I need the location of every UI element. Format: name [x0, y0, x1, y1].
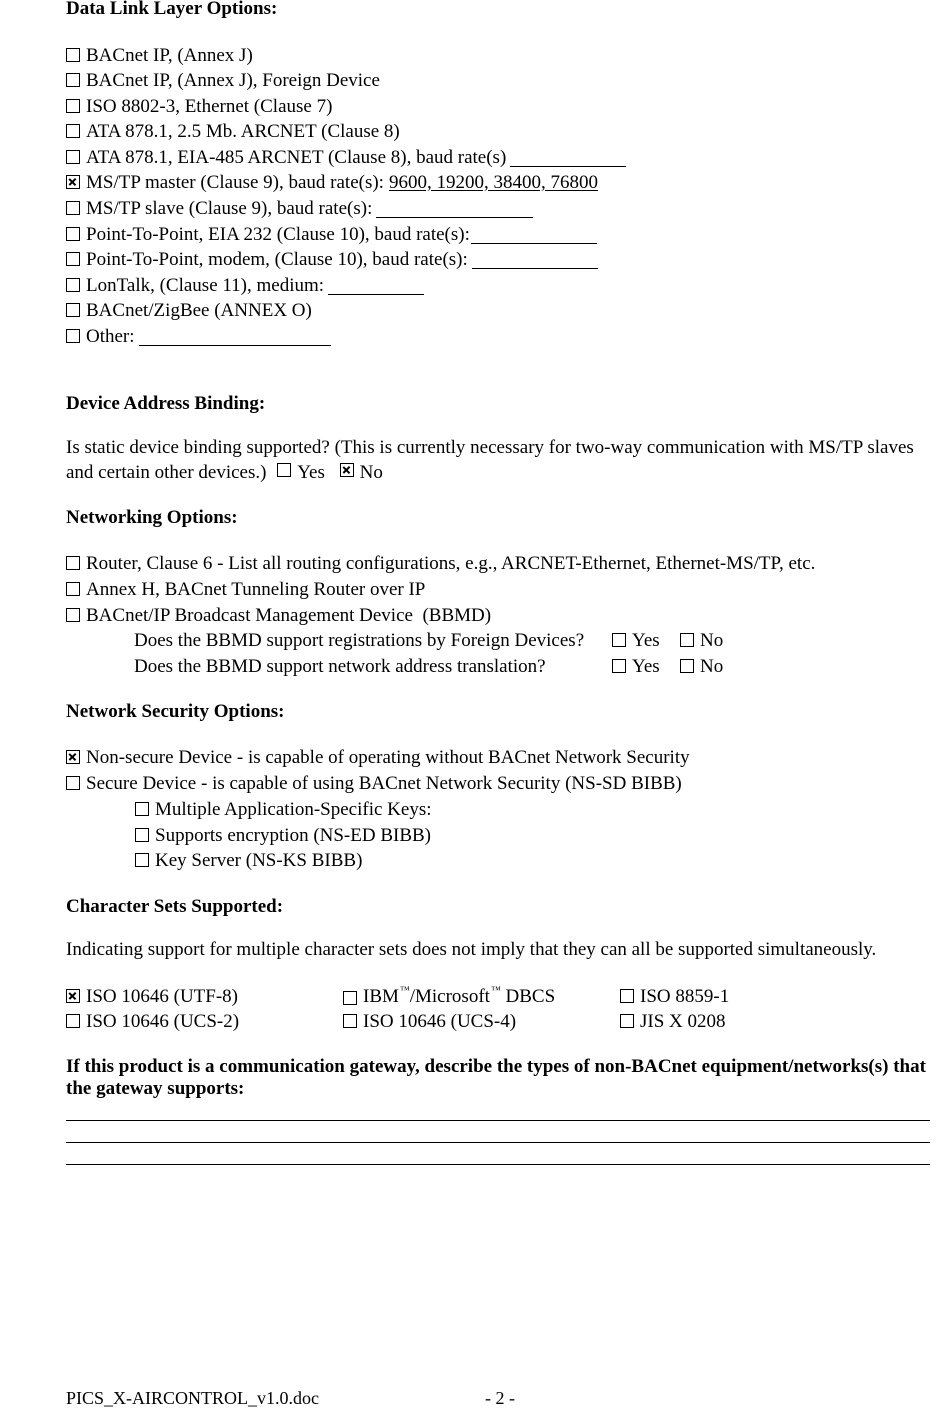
- option-label: Annex H, BACnet Tunneling Router over IP: [86, 579, 426, 600]
- checkbox-arcnet-485[interactable]: [66, 150, 80, 164]
- checkbox-mstp-master[interactable]: [66, 175, 80, 189]
- baud-rate-field[interactable]: [471, 226, 597, 244]
- baud-rate-field[interactable]: [510, 149, 626, 167]
- charset-ucs4: [343, 1011, 516, 1033]
- option-multiple-keys: [135, 799, 432, 821]
- option-label: MS/TP slave (Clause 9), baud rate(s):: [86, 198, 373, 219]
- option-annex-h: [66, 579, 425, 601]
- option-label: Router, Clause 6 - List all routing configurations, e.g., ARCNET-Ethernet, Ethernet-MS/TP, etc.: [86, 553, 816, 574]
- option-ptp-eia232: [66, 224, 597, 246]
- option-bbmd: [66, 605, 491, 627]
- footer-filename: PICS_X-AIRCONTROL_v1.0.doc: [66, 1388, 320, 1408]
- charset-label: ISO 10646 (UCS-2): [86, 1011, 240, 1032]
- no-label: No: [700, 656, 724, 677]
- checkbox-8859[interactable]: [620, 989, 634, 1003]
- option-mstp-slave: [66, 198, 533, 220]
- data-link-heading: Data Link Layer Options:: [66, 0, 278, 19]
- bbmd-nat-no: [680, 656, 723, 678]
- charset-label: IBM™/Microsoft™ DBCS: [363, 985, 556, 1007]
- checkbox-lontalk[interactable]: [66, 278, 80, 292]
- checkbox-ptp-eia232[interactable]: [66, 227, 80, 241]
- option-bacnet-ip: [66, 45, 253, 67]
- bbmd-question-foreign: Does the BBMD support registrations by Foreign Devices?: [134, 630, 585, 651]
- device-binding-heading: Device Address Binding:: [66, 393, 266, 414]
- option-label: Other:: [86, 326, 135, 347]
- option-label: LonTalk, (Clause 11), medium:: [86, 275, 325, 296]
- checkbox-utf8[interactable]: [66, 989, 80, 1003]
- option-arcnet: [66, 121, 400, 143]
- checkbox-bacnet-ip-foreign[interactable]: [66, 73, 80, 87]
- charset-label: ISO 10646 (UTF-8): [86, 986, 238, 1007]
- checkbox-other[interactable]: [66, 329, 80, 343]
- bbmd-nat-yes: [612, 656, 660, 678]
- option-mstp-master: [66, 172, 598, 194]
- checkbox-foreign-no[interactable]: [680, 633, 694, 647]
- gateway-answer-line-2[interactable]: [66, 1142, 930, 1143]
- yes-label: Yes: [632, 630, 660, 651]
- checkbox-multiple-keys[interactable]: [135, 802, 149, 816]
- checkbox-annex-h[interactable]: [66, 582, 80, 596]
- networking-heading: Networking Options:: [66, 507, 238, 528]
- option-label: Secure Device - is capable of using BACnet Network Security (NS-SD BIBB): [86, 773, 682, 794]
- option-label: Key Server (NS-KS BIBB): [155, 850, 363, 871]
- device-binding-text: Is static device binding supported? (This is currently necessary for two-way communication with MS/TP slaves and certain other devices.): [66, 437, 914, 483]
- gateway-heading: If this product is a communication gateway, describe the types of non-BACnet equipment/networks(s) that the gateway supports:: [66, 1056, 926, 1099]
- checkbox-ucs2[interactable]: [66, 1014, 80, 1028]
- footer-page-number: - 2 -: [485, 1388, 515, 1408]
- option-secure: [66, 773, 682, 795]
- no-label: No: [700, 630, 724, 651]
- yes-label: Yes: [632, 656, 660, 677]
- checkbox-router[interactable]: [66, 556, 80, 570]
- option-ethernet: [66, 96, 332, 118]
- charset-dbcs: [343, 986, 555, 1011]
- checkbox-encryption[interactable]: [135, 828, 149, 842]
- baud-rate-value: 9600, 19200, 38400, 76800: [388, 172, 598, 193]
- checkbox-jis[interactable]: [620, 1014, 634, 1028]
- charset-label: ISO 8859-1: [640, 986, 730, 1007]
- device-binding-question: [66, 435, 936, 485]
- option-label: Point-To-Point, EIA 232 (Clause 10), baud rate(s):: [86, 224, 470, 245]
- checkbox-binding-yes[interactable]: [277, 463, 291, 477]
- medium-field[interactable]: [328, 277, 424, 295]
- baud-rate-field[interactable]: [472, 251, 598, 269]
- option-label: BACnet IP, (Annex J), Foreign Device: [86, 70, 380, 91]
- option-encryption: [135, 825, 431, 847]
- checkbox-ucs4[interactable]: [343, 1014, 357, 1028]
- charsets-note: Indicating support for multiple character sets does not imply that they can all be supported simultaneously.: [66, 939, 877, 960]
- option-label: Multiple Application-Specific Keys:: [155, 799, 432, 820]
- checkbox-nat-no[interactable]: [680, 659, 694, 673]
- option-label: Supports encryption (NS-ED BIBB): [155, 825, 432, 846]
- baud-rate-field[interactable]: [376, 200, 533, 218]
- checkbox-binding-no[interactable]: [340, 463, 354, 477]
- gateway-answer-line-3[interactable]: [66, 1164, 930, 1165]
- option-label: ATA 878.1, 2.5 Mb. ARCNET (Clause 8): [86, 121, 400, 142]
- security-heading: Network Security Options:: [66, 701, 285, 722]
- gateway-answer-line-1[interactable]: [66, 1120, 930, 1121]
- charset-8859: [620, 986, 729, 1008]
- option-bacnet-ip-foreign: [66, 70, 380, 92]
- checkbox-nat-yes[interactable]: [612, 659, 626, 673]
- charset-jis: [620, 1011, 726, 1033]
- other-field[interactable]: [139, 328, 331, 346]
- option-zigbee: [66, 300, 312, 322]
- charset-label: JIS X 0208: [640, 1011, 726, 1032]
- option-label: BACnet/ZigBee (ANNEX O): [86, 300, 312, 321]
- option-router: [66, 553, 815, 575]
- checkbox-ptp-modem[interactable]: [66, 252, 80, 266]
- checkbox-dbcs[interactable]: [343, 991, 357, 1005]
- option-label: ATA 878.1, EIA-485 ARCNET (Clause 8), baud rate(s): [86, 147, 507, 168]
- option-label: ISO 8802-3, Ethernet (Clause 7): [86, 96, 333, 117]
- checkbox-non-secure[interactable]: [66, 750, 80, 764]
- option-non-secure: [66, 747, 690, 769]
- option-key-server: [135, 850, 362, 872]
- checkbox-bbmd[interactable]: [66, 608, 80, 622]
- option-label: Non-secure Device - is capable of operating without BACnet Network Security: [86, 747, 690, 768]
- charset-ucs2: [66, 1011, 239, 1033]
- no-label: No: [359, 462, 383, 483]
- option-label: BACnet/IP Broadcast Management Device (BBMD): [86, 605, 492, 626]
- charset-utf8: [66, 986, 238, 1008]
- checkbox-foreign-yes[interactable]: [612, 633, 626, 647]
- checkbox-bacnet-ip[interactable]: [66, 48, 80, 62]
- option-label: Point-To-Point, modem, (Clause 10), baud rate(s):: [86, 249, 468, 270]
- charsets-heading: Character Sets Supported:: [66, 896, 284, 917]
- option-label: BACnet IP, (Annex J): [86, 45, 253, 66]
- checkbox-zigbee[interactable]: [66, 303, 80, 317]
- charset-label: ISO 10646 (UCS-4): [363, 1011, 517, 1032]
- option-arcnet-485: [66, 147, 626, 169]
- bbmd-foreign-no: [680, 630, 723, 652]
- option-label: MS/TP master (Clause 9), baud rate(s):: [86, 172, 384, 193]
- option-other: [66, 326, 331, 348]
- option-lontalk: [66, 275, 424, 297]
- bbmd-foreign-yes: [612, 630, 660, 652]
- yes-label: Yes: [297, 462, 325, 483]
- checkbox-arcnet[interactable]: [66, 124, 80, 138]
- checkbox-secure[interactable]: [66, 776, 80, 790]
- checkbox-key-server[interactable]: [135, 853, 149, 867]
- bbmd-question-nat: Does the BBMD support network address translation?: [134, 656, 546, 677]
- option-ptp-modem: [66, 249, 598, 271]
- checkbox-mstp-slave[interactable]: [66, 201, 80, 215]
- checkbox-ethernet[interactable]: [66, 99, 80, 113]
